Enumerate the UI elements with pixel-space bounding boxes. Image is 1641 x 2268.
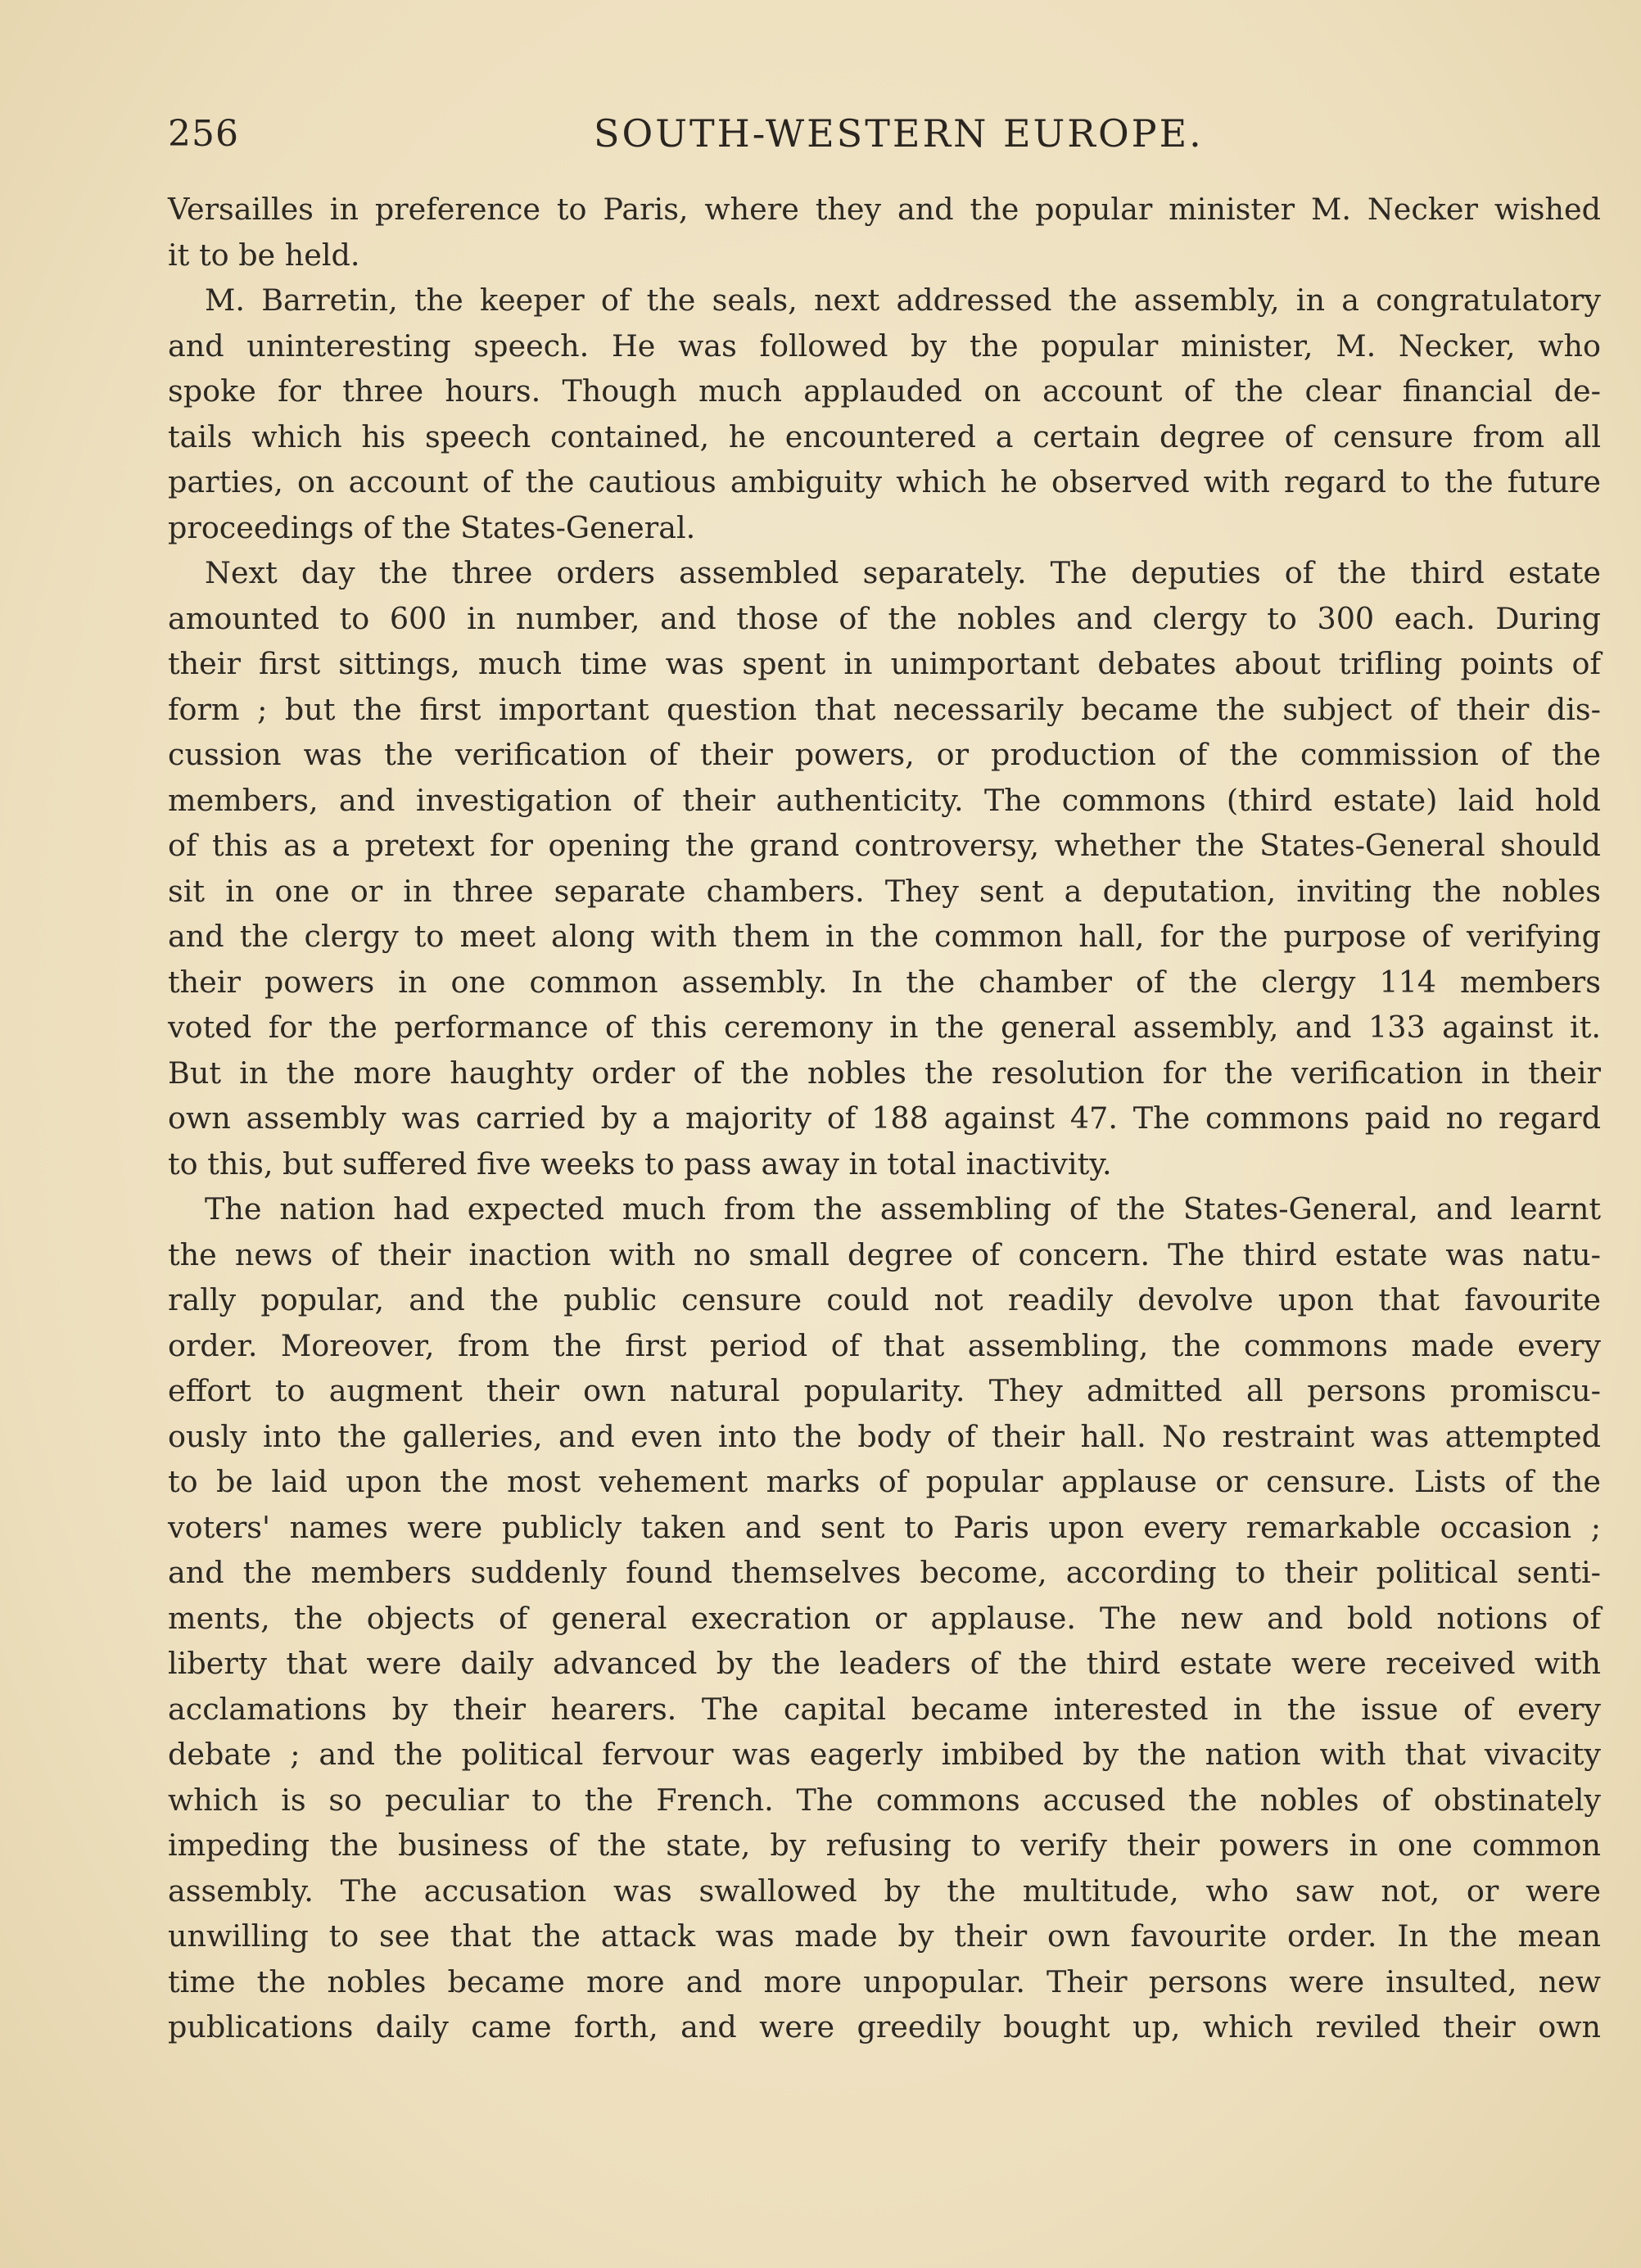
running-head: SOUTH-WESTERN EUROPE. [594, 111, 1204, 156]
text-line: own assembly was carried by a majority of 188 against 47. The commons paid no regard [168, 1100, 1601, 1136]
text-line: form ; but the first important question that necessarily became the subject of their dis- [168, 691, 1601, 727]
text-line: sit in one or in three separate chambers. They sent a deputation, inviting the nobles [168, 873, 1601, 909]
text-line: and uninteresting speech. He was followed by the popular minister, M. Necker, who [168, 328, 1601, 364]
page-header [168, 106, 1601, 164]
text-line: debate ; and the political fervour was eagerly imbibed by the nation with that vivacity [168, 1737, 1601, 1772]
text-line: Versailles in preference to Paris, where they and the popular minister M. Necker wished [168, 192, 1601, 227]
text-line: cussion was the verification of their powers, or production of the commission of the [168, 737, 1601, 772]
text-line: voted for the performance of this ceremony in the general assembly, and 133 against it. [168, 1010, 1601, 1045]
text-line: which is so peculiar to the French. The commons accused the nobles of obstinately [168, 1782, 1601, 1818]
text-line: publications daily came forth, and were greedily bought up, which reviled their own [168, 2009, 1601, 2044]
text-line: unwilling to see that the attack was made by their own favourite order. In the mean [168, 1918, 1601, 1954]
body-text [168, 187, 1601, 2050]
text-line: tails which his speech contained, he encountered a certain degree of censure from all [168, 418, 1601, 454]
text-line: and the members suddenly found themselves become, according to their political senti- [168, 1555, 1601, 1590]
text-line: members, and investigation of their authenticity. The commons (third estate) laid hold [168, 782, 1601, 818]
text-line: assembly. The accusation was swallowed by the multitude, who saw not, or were [168, 1873, 1601, 1909]
text-line: and the clergy to meet along with them in the common hall, for the purpose of verifying [168, 919, 1601, 954]
text-line: of this as a pretext for opening the grand controversy, whether the States-General should [168, 828, 1601, 863]
text-line: order. Moreover, from the first period of that assembling, the commons made every [168, 1327, 1601, 1363]
text-line: voters' names were publicly taken and sent to Paris upon every remarkable occasion ; [168, 1509, 1601, 1545]
text-line: effort to augment their own natural popularity. They admitted all persons promiscu- [168, 1373, 1601, 1408]
text-line: M. Barretin, the keeper of the seals, next addressed the assembly, in a congratulatory [205, 282, 1601, 318]
text-line: rally popular, and the public censure could not readily devolve upon that favourite [168, 1282, 1601, 1317]
text-line: to be laid upon the most vehement marks of popular applause or censure. Lists of the [168, 1464, 1601, 1499]
text-line: their powers in one common assembly. In the chamber of the clergy 114 members [168, 964, 1601, 1000]
text-line: the news of their inaction with no small degree of concern. The third estate was natu- [168, 1236, 1601, 1272]
text-line: proceedings of the States-General. [168, 509, 696, 545]
text-line: The nation had expected much from the assembling of the States-General, and learnt [205, 1191, 1601, 1227]
text-line: amounted to 600 in number, and those of the nobles and clergy to 300 each. During [168, 600, 1601, 636]
page-number: 256 [168, 113, 239, 155]
text-line: impeding the business of the state, by refusing to verify their powers in one common [168, 1828, 1601, 1863]
text-line: it to be held. [168, 237, 360, 273]
text-line: their first sittings, much time was spent in unimportant debates about trifling points of [168, 646, 1601, 681]
text-line: spoke for three hours. Though much applauded on account of the clear financial de- [168, 373, 1601, 409]
text-line: acclamations by their hearers. The capital became interested in the issue of every [168, 1691, 1601, 1727]
text-line: ously into the galleries, and even into the body of their hall. No restraint was attempted [168, 1418, 1601, 1454]
text-line: time the nobles became more and more unpopular. Their persons were insulted, new [168, 1963, 1601, 1999]
text-line: ments, the objects of general execration or applause. The new and bold notions of [168, 1600, 1601, 1636]
text-line: to this, but suffered five weeks to pass away in total inactivity. [168, 1145, 1112, 1181]
text-line: liberty that were daily advanced by the leaders of the third estate were received with [168, 1646, 1601, 1681]
text-line: But in the more haughty order of the nobles the resolution for the verification in their [168, 1055, 1601, 1091]
text-line: Next day the three orders assembled separately. The deputies of the third estate [205, 555, 1601, 590]
text-line: parties, on account of the cautious ambiguity which he observed with regard to the future [168, 464, 1601, 499]
